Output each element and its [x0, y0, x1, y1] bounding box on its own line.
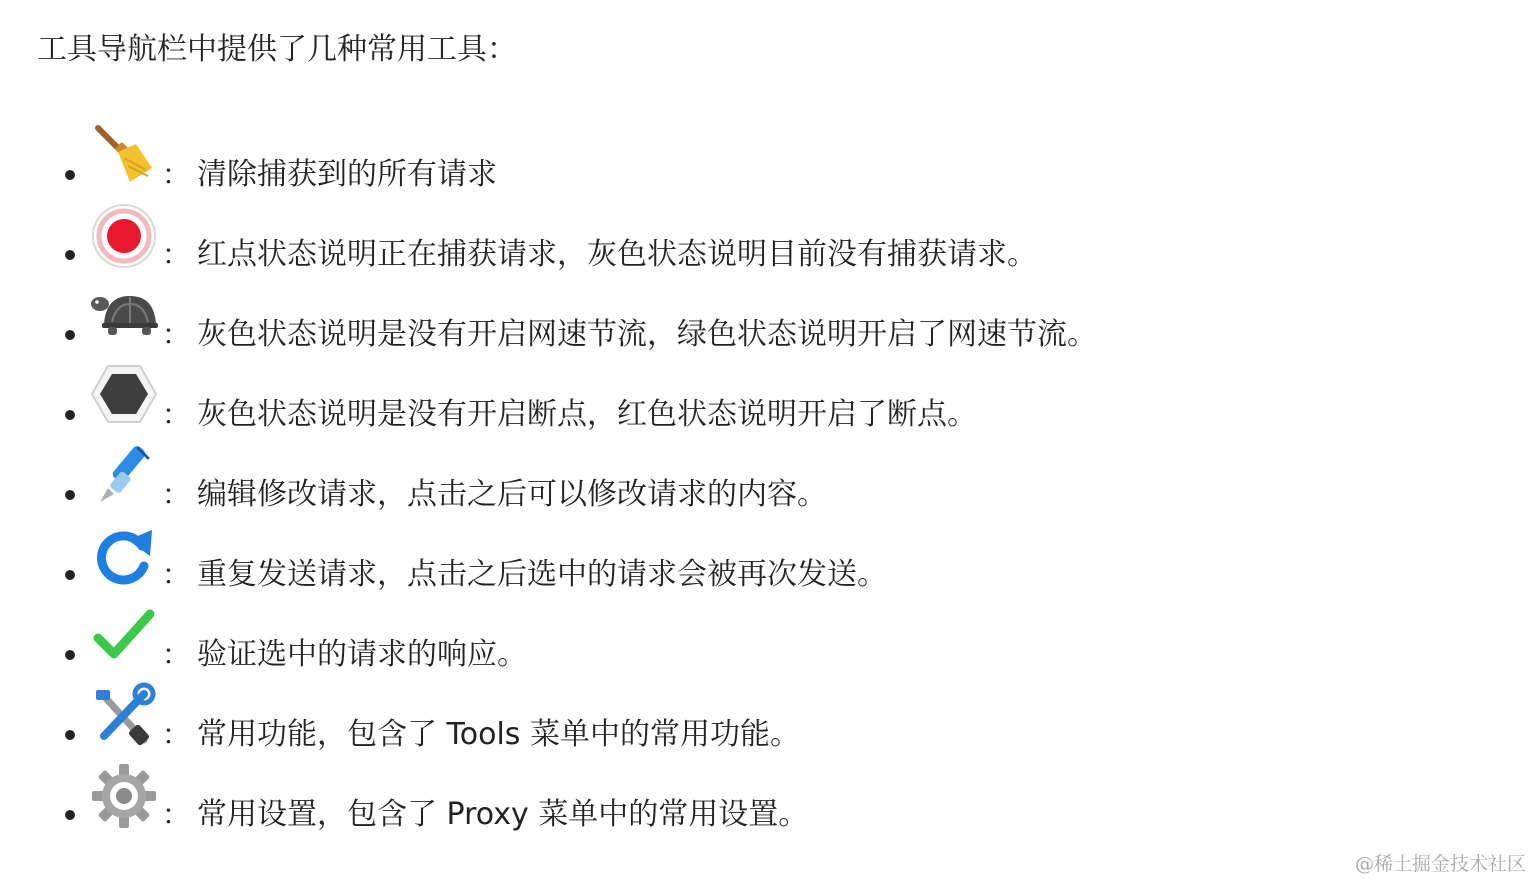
watermark: @稀土掘金技术社区 — [1354, 853, 1526, 875]
tools-icon[interactable] — [88, 682, 158, 750]
tool-description: 灰色状态说明是没有开启网速节流，绿色状态说明开启了网速节流。 — [197, 317, 1097, 352]
colon: ： — [162, 318, 191, 351]
hexagon-icon[interactable] — [88, 362, 158, 430]
list-item-edit — [0, 448, 1532, 528]
colon: ： — [162, 638, 191, 671]
tool-description: 红点状态说明正在捕获请求，灰色状态说明目前没有捕获请求。 — [197, 237, 1037, 272]
colon: ： — [162, 718, 191, 751]
tool-description: 编辑修改请求，点击之后可以修改请求的内容。 — [197, 477, 827, 512]
tool-description: 重复发送请求，点击之后选中的请求会被再次发送。 — [197, 557, 887, 592]
gear-icon[interactable] — [88, 762, 158, 830]
colon: ： — [162, 398, 191, 431]
bullet — [65, 650, 75, 660]
record-icon[interactable] — [88, 202, 158, 270]
list-item-tools — [0, 688, 1532, 768]
list-item-record — [0, 208, 1532, 288]
list-item-throttle — [0, 288, 1532, 368]
tool-description: 清除捕获到的所有请求 — [197, 157, 497, 192]
bullet — [65, 250, 75, 260]
bullet — [65, 730, 75, 740]
tool-description: 灰色状态说明是没有开启断点，红色状态说明开启了断点。 — [197, 397, 977, 432]
tool-description: 常用设置，包含了 Proxy 菜单中的常用设置。 — [197, 797, 809, 832]
colon: ： — [162, 158, 191, 191]
list-item-settings — [0, 768, 1532, 848]
colon: ： — [162, 798, 191, 831]
bullet — [65, 410, 75, 420]
bullet — [65, 330, 75, 340]
list-item-replay — [0, 528, 1532, 608]
bullet — [65, 170, 75, 180]
bullet — [65, 810, 75, 820]
broom-icon[interactable] — [88, 122, 158, 190]
pen-icon[interactable] — [88, 442, 158, 510]
colon: ： — [162, 478, 191, 511]
list-item-breakpoint — [0, 368, 1532, 448]
list-item-clear — [0, 128, 1532, 208]
list-item-validate — [0, 608, 1532, 688]
check-icon[interactable] — [88, 602, 158, 670]
refresh-icon[interactable] — [88, 522, 158, 590]
tool-list — [0, 128, 1532, 848]
turtle-icon[interactable] — [88, 282, 158, 350]
colon: ： — [162, 558, 191, 591]
bullet — [65, 570, 75, 580]
bullet — [65, 490, 75, 500]
page-heading: 工具导航栏中提供了几种常用工具： — [37, 32, 517, 67]
tool-description: 常用功能，包含了 Tools 菜单中的常用功能。 — [197, 717, 800, 752]
tool-description: 验证选中的请求的响应。 — [197, 637, 527, 672]
colon: ： — [162, 238, 191, 271]
